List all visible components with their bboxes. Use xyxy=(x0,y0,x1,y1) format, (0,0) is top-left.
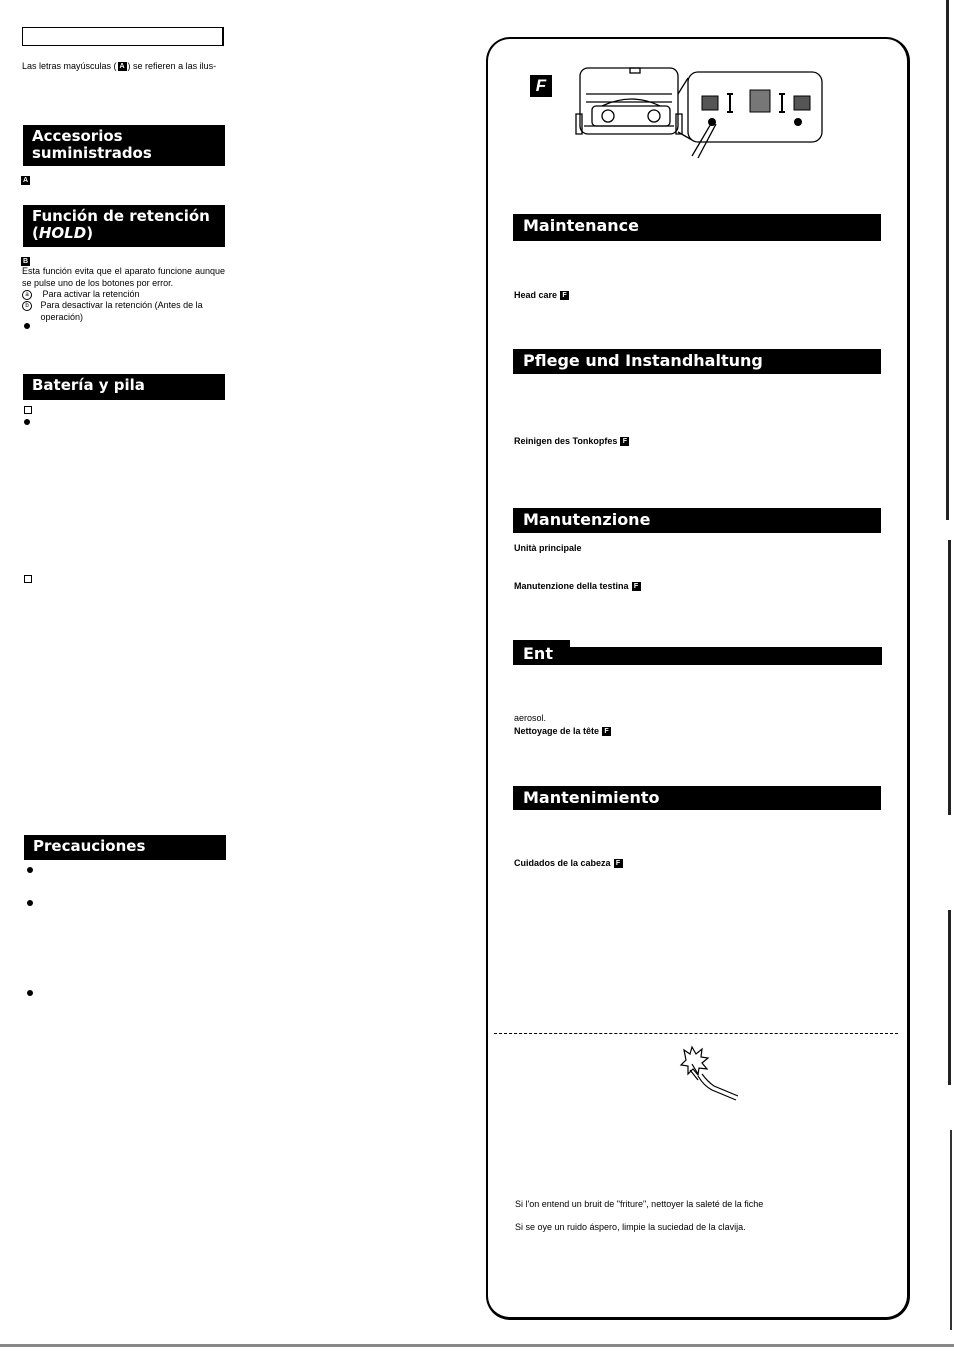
heading-manutenzione: Manutenzione xyxy=(513,508,881,533)
figure-f-label: F xyxy=(530,75,552,97)
bullet-dot xyxy=(24,323,30,329)
checkbox-square-icon xyxy=(24,406,32,414)
checkbox-square-icon xyxy=(24,575,32,583)
bullet-dot xyxy=(24,419,30,425)
badge-f-icon: F xyxy=(614,859,623,868)
aspero-text: Si se oye un ruido áspero, limpie la suciedad de la clavija. xyxy=(515,1222,746,1232)
heading-ent: Ent xyxy=(513,640,570,665)
edge-line xyxy=(948,540,951,815)
item-desactivar: b Para desactivar la retención (Antes de la operación) xyxy=(22,300,227,323)
badge-f-icon: F xyxy=(602,727,611,736)
cassette-head-cleaning-illustration xyxy=(572,64,824,160)
bullet-dot xyxy=(27,867,33,873)
top-box xyxy=(22,27,224,46)
bottom-edge-line xyxy=(0,1344,954,1347)
unita-principale-label: Unità principale xyxy=(514,543,582,553)
badge-f-icon: F xyxy=(560,291,569,300)
cuidados-label: Cuidados de la cabeza F xyxy=(514,858,623,869)
badge-f-icon: F xyxy=(620,437,629,446)
aerosol-text: aerosol. xyxy=(514,713,547,723)
reinigen-label: Reinigen des Tonkopfes F xyxy=(514,436,629,447)
plug-dirt-illustration xyxy=(670,1040,750,1104)
bullet-dot xyxy=(27,900,33,906)
circled-a-icon: a xyxy=(22,290,32,300)
intro-text: Las letras mayúsculas ( A ) se refieren a las ilus- xyxy=(22,61,217,71)
item-activar: a Para activar la retención xyxy=(22,289,227,301)
heading-precauciones: Precauciones xyxy=(24,835,226,860)
heading-maintenance: Maintenance xyxy=(513,214,881,241)
edge-line xyxy=(946,0,949,520)
bullet-dot xyxy=(27,990,33,996)
edge-line xyxy=(950,1130,952,1330)
badge-b-icon: B xyxy=(22,258,29,265)
friture-text: Si l'on entend un bruit de "friture", nettoyer la saleté de la fiche xyxy=(515,1199,764,1209)
badge-a-icon: A xyxy=(22,177,29,184)
circled-b-icon: b xyxy=(22,301,32,311)
heading-bateria: Batería y pila xyxy=(23,374,225,400)
heading-mantenimiento: Mantenimiento xyxy=(513,786,881,810)
manutenzione-testina-label: Manutenzione della testina F xyxy=(514,581,641,592)
heading-accesorios: Accesorios suministrados xyxy=(23,125,225,166)
funcion-description: Esta función evita que el aparato funcione aunque se pulse uno de los botones por error. xyxy=(22,266,225,288)
nettoyage-label: Nettoyage de la tête F xyxy=(514,726,611,737)
head-care-label: Head care F xyxy=(514,290,569,301)
badge-f-icon: F xyxy=(632,582,641,591)
badge-a-icon: A xyxy=(119,63,125,71)
heading-pflege: Pflege und Instandhaltung xyxy=(513,349,881,374)
heading-funcion-retencion: Función de retención (HOLD) xyxy=(23,205,225,247)
dashed-divider xyxy=(494,1033,898,1034)
edge-line xyxy=(948,910,951,1085)
